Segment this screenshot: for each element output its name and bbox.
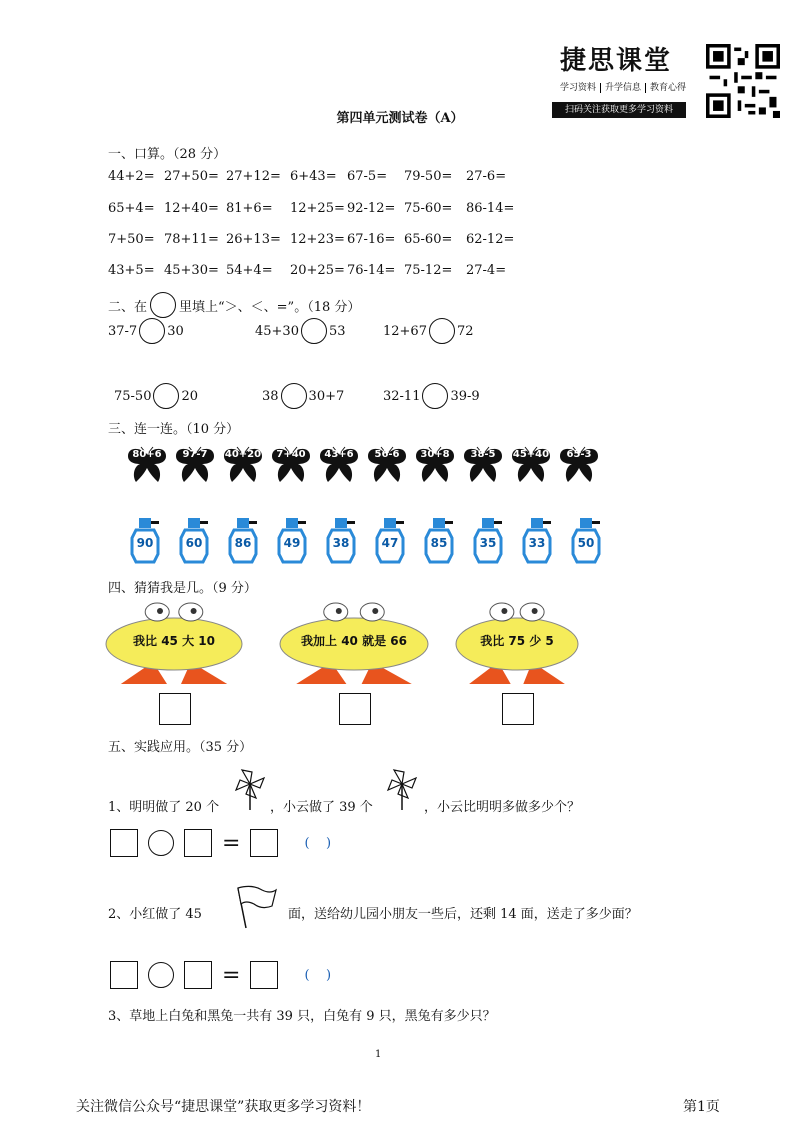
compare-item: [255, 318, 346, 344]
equals-sign: =: [222, 962, 241, 988]
section-5-heading: 五、实践应用。（35 分）: [108, 740, 253, 755]
footer-text: 关注微信公众号“捷思课堂”获取更多学习资料！: [76, 1099, 371, 1115]
compare-item: [108, 318, 184, 344]
math-problem: 75-12=: [404, 263, 453, 278]
lock-number: 35: [479, 536, 497, 550]
math-problem: 27+12=: [226, 169, 281, 184]
compare-right: 53: [328, 323, 346, 339]
section-1-heading: 一、口算。（28 分）: [108, 147, 227, 162]
math-problem: 27-4=: [466, 263, 507, 278]
lock-number: 60: [185, 536, 203, 550]
math-problem: 54+4=: [226, 263, 273, 278]
answer-box[interactable]: [339, 693, 371, 725]
q2-equation: [110, 961, 331, 989]
butterfly-card[interactable]: [174, 446, 216, 486]
butterfly-label: 7+40: [276, 449, 306, 460]
footer-page: 第1页: [683, 1099, 720, 1115]
butterfly-card[interactable]: [510, 446, 552, 486]
butterfly-label: 65-3: [566, 449, 592, 460]
answer-box[interactable]: [184, 829, 212, 857]
math-problem: 27-6=: [466, 169, 507, 184]
compare-circle[interactable]: [153, 383, 179, 409]
unit-parentheses[interactable]: ( ): [304, 835, 332, 851]
q3-text: 3、草地上白兔和黑兔一共有 39 只，白兔有 9 只，黑兔有多少只？: [108, 1009, 496, 1024]
frog-figure: [454, 600, 580, 690]
compare-left: 12+67: [383, 323, 427, 339]
lock-number: 50: [577, 536, 595, 550]
answer-box[interactable]: [250, 961, 278, 989]
number-lock-card[interactable]: [275, 518, 309, 564]
answer-box[interactable]: [110, 829, 138, 857]
butterfly-label: 56-6: [374, 449, 400, 460]
compare-item: [114, 383, 198, 409]
number-lock-card[interactable]: [520, 518, 554, 564]
math-problem: 79-50=: [404, 169, 453, 184]
lock-number: 38: [332, 536, 350, 550]
q1-text-c: ，小云比明明多做多少个？: [424, 800, 581, 815]
math-problem: 65+4=: [108, 201, 155, 216]
compare-left: 32-11: [383, 388, 421, 404]
number-lock-card[interactable]: [471, 518, 505, 564]
butterfly-label: 30+8: [420, 449, 450, 460]
compare-right: 72: [456, 323, 474, 339]
math-problem: 44+2=: [108, 169, 155, 184]
compare-right: 39-9: [450, 388, 480, 404]
answer-box[interactable]: [159, 693, 191, 725]
butterfly-label: 40+20: [224, 449, 262, 460]
operator-circle[interactable]: [148, 830, 174, 856]
compare-right: 30+7: [308, 388, 345, 404]
brand-tag: 学习资料: [556, 83, 601, 93]
math-problem: 45+30=: [164, 263, 219, 278]
lock-number: 33: [528, 536, 546, 550]
unit-parentheses[interactable]: ( ): [304, 967, 332, 983]
math-problem: 26+13=: [226, 232, 281, 247]
number-lock-card[interactable]: [226, 518, 260, 564]
frog-figure: [278, 600, 430, 690]
butterfly-card[interactable]: [366, 446, 408, 486]
butterfly-card[interactable]: [558, 446, 600, 486]
compare-right: 20: [181, 388, 199, 404]
page-number: 1: [375, 1049, 382, 1060]
number-lock-card[interactable]: [324, 518, 358, 564]
brand-tag: 升学信息: [601, 83, 646, 93]
butterfly-label: 38-5: [470, 449, 496, 460]
butterfly-card[interactable]: [414, 446, 456, 486]
compare-left: 38: [262, 388, 279, 404]
butterfly-label: 45+40: [512, 449, 550, 460]
section-2-heading: [108, 292, 360, 318]
math-problem: 6+43=: [290, 169, 337, 184]
section-2-heading-post: 里填上“＞、＜、=”。（18 分）: [179, 299, 361, 315]
lock-number: 86: [234, 536, 252, 550]
butterfly-label: 97-7: [182, 449, 208, 460]
number-lock-card[interactable]: [373, 518, 407, 564]
frog-clue: 我加上 40 就是 66: [301, 634, 407, 648]
math-problem: 12+23=: [290, 232, 345, 247]
answer-box[interactable]: [502, 693, 534, 725]
butterfly-card[interactable]: [462, 446, 504, 486]
math-problem: 86-14=: [466, 201, 515, 216]
compare-right: 30: [167, 323, 184, 339]
compare-left: 37-7: [108, 323, 138, 339]
compare-left: 45+30: [255, 323, 299, 339]
math-problem: 12+40=: [164, 201, 219, 216]
butterfly-card[interactable]: [222, 446, 264, 486]
butterfly-label: 80+6: [132, 449, 162, 460]
butterfly-card[interactable]: [270, 446, 312, 486]
q1-text-b: ，小云做了 39 个: [270, 800, 373, 815]
brand-banner: 扫码关注获取更多学习资料: [552, 102, 686, 118]
answer-box[interactable]: [250, 829, 278, 857]
number-lock-card[interactable]: [177, 518, 211, 564]
frog-clue: 我比 45 大 10: [133, 634, 215, 648]
math-problem: 43+5=: [108, 263, 155, 278]
answer-box[interactable]: [110, 961, 138, 989]
math-problem: 20+25=: [290, 263, 345, 278]
math-problem: 65-60=: [404, 232, 453, 247]
math-problem: 67-5=: [347, 169, 388, 184]
compare-left: 75-50: [114, 388, 152, 404]
math-problem: 81+6=: [226, 201, 273, 216]
lock-number: 49: [283, 536, 301, 550]
answer-box[interactable]: [184, 961, 212, 989]
compare-circle[interactable]: [422, 383, 448, 409]
lock-number: 85: [430, 536, 448, 550]
brand-tags: [556, 80, 690, 93]
q2-text-a: 2、小红做了 45: [108, 907, 202, 922]
butterfly-label: 43+6: [324, 449, 354, 460]
compare-circle[interactable]: [429, 318, 455, 344]
pinwheel-icon: [232, 766, 268, 812]
lock-number: 47: [381, 536, 399, 550]
operator-circle[interactable]: [148, 962, 174, 988]
math-problem: 75-60=: [404, 201, 453, 216]
compare-circle[interactable]: [139, 318, 165, 344]
equals-sign: =: [222, 830, 241, 856]
section-3-heading: 三、连一连。（10 分）: [108, 422, 240, 437]
lock-number: 90: [136, 536, 154, 550]
section-2-heading-pre: 二、在: [108, 299, 148, 315]
math-problem: 67-16=: [347, 232, 396, 247]
compare-item: [262, 383, 344, 409]
math-problem: 78+11=: [164, 232, 219, 247]
page-title: 第四单元测试卷（A）: [336, 111, 464, 126]
math-problem: 12+25=: [290, 201, 345, 216]
compare-item: [383, 318, 474, 344]
q1-equation: [110, 829, 331, 857]
section-4-heading: 四、猜猜我是几。（9 分）: [108, 581, 257, 596]
q1-text-a: 1、明明做了 20 个: [108, 800, 220, 815]
math-problem: 62-12=: [466, 232, 515, 247]
frog-figure: [104, 600, 244, 690]
compare-circle[interactable]: [301, 318, 327, 344]
compare-item: [383, 383, 480, 409]
circle-icon: [150, 292, 176, 318]
math-problem: 92-12=: [347, 201, 396, 216]
q2-text-b: 面，送给幼儿园小朋友一些后，还剩 14 面，送走了多少面？: [288, 907, 638, 922]
math-problem: 7+50=: [108, 232, 155, 247]
number-lock-card[interactable]: [128, 518, 162, 564]
math-problem: 76-14=: [347, 263, 396, 278]
number-lock-card[interactable]: [422, 518, 456, 564]
butterfly-card[interactable]: [126, 446, 168, 486]
number-lock-card[interactable]: [569, 518, 603, 564]
compare-circle[interactable]: [281, 383, 307, 409]
math-problem: 27+50=: [164, 169, 219, 184]
brand-logo-text: 捷思课堂: [560, 46, 673, 76]
frog-clue: 我比 75 少 5: [480, 634, 554, 648]
brand-tag: 教育心得: [650, 83, 687, 93]
butterfly-card[interactable]: [318, 446, 360, 486]
flag-icon: [232, 884, 278, 930]
pinwheel-icon: [384, 766, 420, 812]
